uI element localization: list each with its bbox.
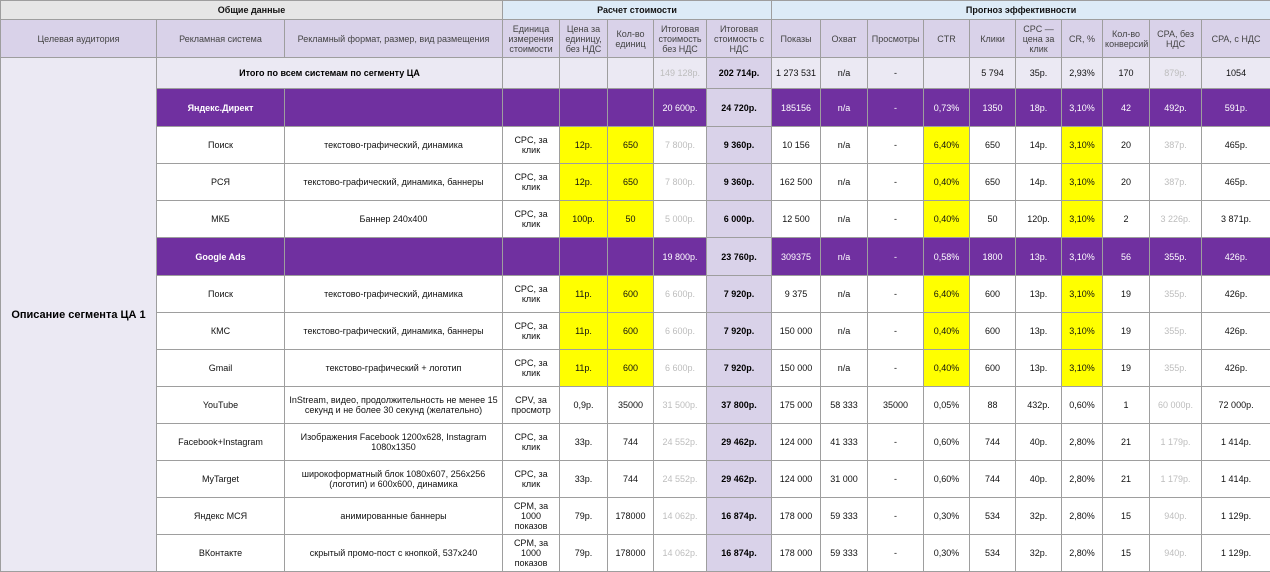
channel-unit[interactable]: CPC, за клик	[503, 350, 560, 387]
channel-cpc[interactable]: 32р.	[1016, 498, 1062, 535]
channel-cpa-vat[interactable]: 72 000р.	[1202, 387, 1270, 424]
system-cost-vat[interactable]: 24 720р.	[707, 89, 772, 127]
channel-clicks[interactable]: 650	[970, 164, 1016, 201]
channel-cost-no-vat[interactable]: 31 500р.	[654, 387, 707, 424]
channel-cpa-no-vat[interactable]: 355р.	[1150, 313, 1202, 350]
system-qty[interactable]	[608, 89, 654, 127]
channel-name[interactable]: YouTube	[157, 387, 285, 424]
channel-impressions[interactable]: 175 000	[772, 387, 821, 424]
channel-cr[interactable]: 0,60%	[1062, 387, 1103, 424]
channel-price[interactable]: 0,9р.	[560, 387, 608, 424]
channel-cpa-no-vat[interactable]: 940р.	[1150, 535, 1202, 572]
channel-conversions[interactable]: 20	[1103, 127, 1150, 164]
channel-cr[interactable]: 3,10%	[1062, 313, 1103, 350]
channel-cost-no-vat[interactable]: 6 600р.	[654, 313, 707, 350]
channel-format[interactable]: широкоформатный блок 1080х607, 256х256 (логотип) и 600х600, динамика	[285, 461, 503, 498]
channel-price[interactable]: 11р.	[560, 276, 608, 313]
channel-cpa-vat[interactable]: 1 129р.	[1202, 535, 1270, 572]
channel-cost-vat[interactable]: 29 462р.	[707, 424, 772, 461]
channel-qty[interactable]: 650	[608, 127, 654, 164]
channel-cpa-vat[interactable]: 426р.	[1202, 276, 1270, 313]
total-clicks[interactable]: 5 794	[970, 58, 1016, 89]
header-reach[interactable]: Охват	[821, 20, 868, 58]
channel-format[interactable]: скрытый промо-пост с кнопкой, 537x240	[285, 535, 503, 572]
total-ctr[interactable]	[924, 58, 970, 89]
channel-cpa-vat[interactable]: 426р.	[1202, 313, 1270, 350]
channel-price[interactable]: 100р.	[560, 201, 608, 238]
channel-ctr[interactable]: 6,40%	[924, 127, 970, 164]
channel-cost-vat[interactable]: 16 874р.	[707, 535, 772, 572]
table-body	[1, 1, 1270, 572]
channel-cost-vat[interactable]: 9 360р.	[707, 164, 772, 201]
channel-unit[interactable]: CPC, за клик	[503, 424, 560, 461]
channel-views[interactable]: -	[868, 461, 924, 498]
system-views[interactable]: -	[868, 238, 924, 276]
channel-cpa-vat[interactable]: 1 414р.	[1202, 424, 1270, 461]
column-header-row	[1, 20, 1270, 58]
system-unit[interactable]	[503, 238, 560, 276]
channel-qty[interactable]: 650	[608, 164, 654, 201]
segment-cell[interactable]: Описание сегмента ЦА 1	[1, 58, 157, 572]
channel-cost-no-vat[interactable]: 7 800р.	[654, 127, 707, 164]
system-ctr[interactable]: 0,58%	[924, 238, 970, 276]
channel-clicks[interactable]: 600	[970, 350, 1016, 387]
channel-views[interactable]: -	[868, 313, 924, 350]
channel-ctr[interactable]: 0,60%	[924, 424, 970, 461]
channel-row	[1, 201, 1270, 238]
channel-qty[interactable]: 50	[608, 201, 654, 238]
channel-name[interactable]: КМС	[157, 313, 285, 350]
header-cost-no-vat[interactable]: Итоговая стоимость без НДС	[654, 20, 707, 58]
system-name[interactable]: Яндекс.Директ	[157, 89, 285, 127]
channel-cost-vat[interactable]: 29 462р.	[707, 461, 772, 498]
channel-cpa-vat[interactable]: 426р.	[1202, 350, 1270, 387]
channel-ctr[interactable]: 6,40%	[924, 276, 970, 313]
channel-name[interactable]: Facebook+Instagram	[157, 424, 285, 461]
group-forecast[interactable]: Прогноз эффективности	[772, 1, 1270, 20]
channel-reach[interactable]: n/a	[821, 313, 868, 350]
channel-qty[interactable]: 178000	[608, 535, 654, 572]
total-cost-vat[interactable]: 202 714р.	[707, 58, 772, 89]
channel-clicks[interactable]: 534	[970, 498, 1016, 535]
channel-name[interactable]: РСЯ	[157, 164, 285, 201]
channel-row	[1, 276, 1270, 313]
channel-impressions[interactable]: 10 156	[772, 127, 821, 164]
total-price[interactable]	[560, 58, 608, 89]
header-impressions[interactable]: Показы	[772, 20, 821, 58]
channel-cost-no-vat[interactable]: 14 062р.	[654, 498, 707, 535]
channel-clicks[interactable]: 600	[970, 276, 1016, 313]
group-cost[interactable]: Расчет стоимости	[503, 1, 772, 20]
channel-conversions[interactable]: 2	[1103, 201, 1150, 238]
total-cpc[interactable]: 35р.	[1016, 58, 1062, 89]
total-cost-no-vat[interactable]: 149 128р.	[654, 58, 707, 89]
channel-reach[interactable]: 41 333	[821, 424, 868, 461]
channel-price[interactable]: 79р.	[560, 535, 608, 572]
system-cost-no-vat[interactable]: 20 600р.	[654, 89, 707, 127]
channel-views[interactable]: -	[868, 498, 924, 535]
channel-qty[interactable]: 600	[608, 350, 654, 387]
channel-format[interactable]: текстово-графический, динамика, баннеры	[285, 313, 503, 350]
system-cr[interactable]: 3,10%	[1062, 89, 1103, 127]
channel-reach[interactable]: n/a	[821, 201, 868, 238]
channel-cost-vat[interactable]: 9 360р.	[707, 127, 772, 164]
channel-unit[interactable]: CPC, за клик	[503, 127, 560, 164]
channel-impressions[interactable]: 150 000	[772, 350, 821, 387]
channel-name[interactable]: Gmail	[157, 350, 285, 387]
channel-format[interactable]: Изображения Facebook 1200x628, Instagram 1080x1350	[285, 424, 503, 461]
channel-views[interactable]: -	[868, 535, 924, 572]
system-clicks[interactable]: 1350	[970, 89, 1016, 127]
channel-views[interactable]: -	[868, 350, 924, 387]
channel-conversions[interactable]: 19	[1103, 313, 1150, 350]
channel-impressions[interactable]: 178 000	[772, 498, 821, 535]
channel-reach[interactable]: n/a	[821, 127, 868, 164]
total-qty[interactable]	[608, 58, 654, 89]
channel-cpa-vat[interactable]: 1 129р.	[1202, 498, 1270, 535]
system-conversions[interactable]: 56	[1103, 238, 1150, 276]
channel-price[interactable]: 11р.	[560, 350, 608, 387]
header-views[interactable]: Просмотры	[868, 20, 924, 58]
channel-ctr[interactable]: 0,05%	[924, 387, 970, 424]
system-cpa-vat[interactable]: 591р.	[1202, 89, 1270, 127]
channel-cpa-no-vat[interactable]: 1 179р.	[1150, 461, 1202, 498]
channel-clicks[interactable]: 744	[970, 424, 1016, 461]
channel-qty[interactable]: 600	[608, 276, 654, 313]
channel-name[interactable]: Поиск	[157, 276, 285, 313]
channel-cpa-no-vat[interactable]: 60 000р.	[1150, 387, 1202, 424]
channel-ctr[interactable]: 0,40%	[924, 201, 970, 238]
channel-cpa-vat[interactable]: 3 871р.	[1202, 201, 1270, 238]
channel-qty[interactable]: 744	[608, 424, 654, 461]
channel-cpc[interactable]: 14р.	[1016, 164, 1062, 201]
channel-row	[1, 424, 1270, 461]
channel-name[interactable]: МКБ	[157, 201, 285, 238]
channel-cpa-vat[interactable]: 465р.	[1202, 164, 1270, 201]
channel-cpc[interactable]: 14р.	[1016, 127, 1062, 164]
header-unit[interactable]: Единица измерения стоимости	[503, 20, 560, 58]
channel-price[interactable]: 12р.	[560, 127, 608, 164]
system-conversions[interactable]: 42	[1103, 89, 1150, 127]
channel-row	[1, 313, 1270, 350]
channel-impressions[interactable]: 12 500	[772, 201, 821, 238]
channel-clicks[interactable]: 534	[970, 535, 1016, 572]
system-cpc[interactable]: 13р.	[1016, 238, 1062, 276]
channel-ctr[interactable]: 0,40%	[924, 313, 970, 350]
channel-clicks[interactable]: 600	[970, 313, 1016, 350]
channel-cr[interactable]: 3,10%	[1062, 201, 1103, 238]
system-cpa-no-vat[interactable]: 492р.	[1150, 89, 1202, 127]
channel-unit[interactable]: CPC, за клик	[503, 313, 560, 350]
system-unit[interactable]	[503, 89, 560, 127]
channel-cr[interactable]: 2,80%	[1062, 498, 1103, 535]
header-clicks[interactable]: Клики	[970, 20, 1016, 58]
system-cr[interactable]: 3,10%	[1062, 238, 1103, 276]
channel-cpa-no-vat[interactable]: 387р.	[1150, 127, 1202, 164]
channel-cpa-no-vat[interactable]: 3 226р.	[1150, 201, 1202, 238]
channel-cr[interactable]: 3,10%	[1062, 164, 1103, 201]
system-qty[interactable]	[608, 238, 654, 276]
channel-name[interactable]: Яндекс МСЯ	[157, 498, 285, 535]
system-format[interactable]	[285, 89, 503, 127]
total-conversions[interactable]: 170	[1103, 58, 1150, 89]
channel-row	[1, 498, 1270, 535]
channel-cost-no-vat[interactable]: 14 062р.	[654, 535, 707, 572]
channel-impressions[interactable]: 178 000	[772, 535, 821, 572]
group-general[interactable]: Общие данные	[1, 1, 503, 20]
channel-cost-vat[interactable]: 6 000р.	[707, 201, 772, 238]
channel-qty[interactable]: 744	[608, 461, 654, 498]
channel-conversions[interactable]: 20	[1103, 164, 1150, 201]
channel-impressions[interactable]: 162 500	[772, 164, 821, 201]
channel-cost-no-vat[interactable]: 7 800р.	[654, 164, 707, 201]
channel-cpa-no-vat[interactable]: 940р.	[1150, 498, 1202, 535]
channel-cpc[interactable]: 40р.	[1016, 424, 1062, 461]
channel-conversions[interactable]: 21	[1103, 461, 1150, 498]
channel-price[interactable]: 11р.	[560, 313, 608, 350]
channel-format[interactable]: текстово-графический + логотип	[285, 350, 503, 387]
channel-cost-vat[interactable]: 7 920р.	[707, 313, 772, 350]
total-reach[interactable]: n/a	[821, 58, 868, 89]
channel-conversions[interactable]: 19	[1103, 276, 1150, 313]
total-impressions[interactable]: 1 273 531	[772, 58, 821, 89]
channel-ctr[interactable]: 0,30%	[924, 535, 970, 572]
channel-cpa-no-vat[interactable]: 1 179р.	[1150, 424, 1202, 461]
header-qty[interactable]: Кол-во единиц	[608, 20, 654, 58]
total-row	[1, 58, 1270, 89]
channel-conversions[interactable]: 1	[1103, 387, 1150, 424]
header-cpa-vat[interactable]: CPA, с НДС	[1202, 20, 1270, 58]
channel-price[interactable]: 33р.	[560, 424, 608, 461]
total-cpa-no-vat[interactable]: 879р.	[1150, 58, 1202, 89]
channel-views[interactable]: 35000	[868, 387, 924, 424]
channel-cost-no-vat[interactable]: 5 000р.	[654, 201, 707, 238]
channel-unit[interactable]: CPM, за 1000 показов	[503, 498, 560, 535]
channel-impressions[interactable]: 150 000	[772, 313, 821, 350]
header-conversions[interactable]: Кол-во конверсий	[1103, 20, 1150, 58]
system-impressions[interactable]: 185156	[772, 89, 821, 127]
channel-cpc[interactable]: 432р.	[1016, 387, 1062, 424]
channel-row	[1, 461, 1270, 498]
system-price[interactable]	[560, 89, 608, 127]
channel-reach[interactable]: 59 333	[821, 498, 868, 535]
channel-name[interactable]: Поиск	[157, 127, 285, 164]
system-clicks[interactable]: 1800	[970, 238, 1016, 276]
channel-cost-no-vat[interactable]: 6 600р.	[654, 350, 707, 387]
channel-cr[interactable]: 3,10%	[1062, 350, 1103, 387]
system-cpa-no-vat[interactable]: 355р.	[1150, 238, 1202, 276]
channel-cost-no-vat[interactable]: 24 552р.	[654, 461, 707, 498]
channel-conversions[interactable]: 19	[1103, 350, 1150, 387]
channel-cpc[interactable]: 120р.	[1016, 201, 1062, 238]
channel-row	[1, 127, 1270, 164]
channel-impressions[interactable]: 124 000	[772, 424, 821, 461]
channel-qty[interactable]: 35000	[608, 387, 654, 424]
channel-price[interactable]: 79р.	[560, 498, 608, 535]
channel-name[interactable]: MyTarget	[157, 461, 285, 498]
channel-cpa-no-vat[interactable]: 355р.	[1150, 276, 1202, 313]
channel-cpa-vat[interactable]: 1 414р.	[1202, 461, 1270, 498]
channel-views[interactable]: -	[868, 164, 924, 201]
header-system[interactable]: Рекламная система	[157, 20, 285, 58]
channel-reach[interactable]: 58 333	[821, 387, 868, 424]
channel-cr[interactable]: 3,10%	[1062, 127, 1103, 164]
channel-clicks[interactable]: 88	[970, 387, 1016, 424]
channel-format[interactable]: анимированные баннеры	[285, 498, 503, 535]
channel-cpc[interactable]: 13р.	[1016, 313, 1062, 350]
channel-cpa-no-vat[interactable]: 387р.	[1150, 164, 1202, 201]
header-cpc[interactable]: CPC — цена за клик	[1016, 20, 1062, 58]
system-views[interactable]: -	[868, 89, 924, 127]
channel-cost-no-vat[interactable]: 24 552р.	[654, 424, 707, 461]
channel-format[interactable]: текстово-графический, динамика	[285, 127, 503, 164]
system-row	[1, 89, 1270, 127]
system-row	[1, 238, 1270, 276]
channel-unit[interactable]: CPC, за клик	[503, 276, 560, 313]
channel-clicks[interactable]: 50	[970, 201, 1016, 238]
channel-cpc[interactable]: 13р.	[1016, 350, 1062, 387]
channel-format[interactable]: текстово-графический, динамика	[285, 276, 503, 313]
channel-clicks[interactable]: 650	[970, 127, 1016, 164]
channel-row	[1, 350, 1270, 387]
channel-name[interactable]: ВКонтакте	[157, 535, 285, 572]
channel-cpc[interactable]: 40р.	[1016, 461, 1062, 498]
system-cpc[interactable]: 18р.	[1016, 89, 1062, 127]
header-cpa-no-vat[interactable]: CPA, без НДС	[1150, 20, 1202, 58]
channel-clicks[interactable]: 744	[970, 461, 1016, 498]
channel-format[interactable]: текстово-графический, динамика, баннеры	[285, 164, 503, 201]
channel-conversions[interactable]: 15	[1103, 535, 1150, 572]
group-header-row	[1, 1, 1270, 20]
channel-ctr[interactable]: 0,60%	[924, 461, 970, 498]
total-label[interactable]: Итого по всем системам по сегменту ЦА	[157, 58, 503, 89]
channel-conversions[interactable]: 21	[1103, 424, 1150, 461]
total-views[interactable]: -	[868, 58, 924, 89]
system-reach[interactable]: n/a	[821, 238, 868, 276]
channel-cr[interactable]: 2,80%	[1062, 461, 1103, 498]
header-price[interactable]: Цена за единицу, без НДС	[560, 20, 608, 58]
channel-unit[interactable]: CPV, за просмотр	[503, 387, 560, 424]
total-cr[interactable]: 2,93%	[1062, 58, 1103, 89]
system-cost-vat[interactable]: 23 760р.	[707, 238, 772, 276]
total-unit[interactable]	[503, 58, 560, 89]
channel-reach[interactable]: 59 333	[821, 535, 868, 572]
channel-unit[interactable]: CPC, за клик	[503, 461, 560, 498]
channel-cost-vat[interactable]: 7 920р.	[707, 276, 772, 313]
channel-reach[interactable]: 31 000	[821, 461, 868, 498]
system-ctr[interactable]: 0,73%	[924, 89, 970, 127]
channel-cost-no-vat[interactable]: 6 600р.	[654, 276, 707, 313]
channel-cpa-vat[interactable]: 465р.	[1202, 127, 1270, 164]
channel-price[interactable]: 12р.	[560, 164, 608, 201]
header-ctr[interactable]: CTR	[924, 20, 970, 58]
channel-impressions[interactable]: 124 000	[772, 461, 821, 498]
channel-price[interactable]: 33р.	[560, 461, 608, 498]
system-impressions[interactable]: 309375	[772, 238, 821, 276]
system-name[interactable]: Google Ads	[157, 238, 285, 276]
system-format[interactable]	[285, 238, 503, 276]
channel-cost-vat[interactable]: 37 800р.	[707, 387, 772, 424]
channel-cpc[interactable]: 13р.	[1016, 276, 1062, 313]
channel-row	[1, 164, 1270, 201]
system-price[interactable]	[560, 238, 608, 276]
channel-cr[interactable]: 3,10%	[1062, 276, 1103, 313]
channel-cost-vat[interactable]: 16 874р.	[707, 498, 772, 535]
channel-ctr[interactable]: 0,40%	[924, 164, 970, 201]
channel-impressions[interactable]: 9 375	[772, 276, 821, 313]
channel-conversions[interactable]: 15	[1103, 498, 1150, 535]
channel-ctr[interactable]: 0,30%	[924, 498, 970, 535]
channel-reach[interactable]: n/a	[821, 164, 868, 201]
channel-cr[interactable]: 2,80%	[1062, 424, 1103, 461]
channel-format[interactable]: Баннер 240х400	[285, 201, 503, 238]
channel-views[interactable]: -	[868, 276, 924, 313]
channel-format[interactable]: InStream, видео, продолжительность не менее 15 секунд и не более 30 секунд (желательно)	[285, 387, 503, 424]
header-audience[interactable]: Целевая аудитория	[1, 20, 157, 58]
header-format[interactable]: Рекламный формат, размер, вид размещения	[285, 20, 503, 58]
channel-cr[interactable]: 2,80%	[1062, 535, 1103, 572]
channel-unit[interactable]: CPC, за клик	[503, 164, 560, 201]
channel-ctr[interactable]: 0,40%	[924, 350, 970, 387]
channel-cpc[interactable]: 32р.	[1016, 535, 1062, 572]
channel-cost-vat[interactable]: 7 920р.	[707, 350, 772, 387]
system-cost-no-vat[interactable]: 19 800р.	[654, 238, 707, 276]
header-cost-vat[interactable]: Итоговая стоимость с НДС	[707, 20, 772, 58]
channel-views[interactable]: -	[868, 127, 924, 164]
channel-cpa-no-vat[interactable]: 355р.	[1150, 350, 1202, 387]
header-cr[interactable]: CR, %	[1062, 20, 1103, 58]
channel-row	[1, 535, 1270, 572]
total-cpa-vat[interactable]: 1054	[1202, 58, 1270, 89]
channel-unit[interactable]: CPC, за клик	[503, 201, 560, 238]
channel-views[interactable]: -	[868, 424, 924, 461]
channel-qty[interactable]: 600	[608, 313, 654, 350]
system-cpa-vat[interactable]: 426р.	[1202, 238, 1270, 276]
channel-row	[1, 387, 1270, 424]
channel-unit[interactable]: CPM, за 1000 показов	[503, 535, 560, 572]
channel-reach[interactable]: n/a	[821, 350, 868, 387]
channel-views[interactable]: -	[868, 201, 924, 238]
channel-reach[interactable]: n/a	[821, 276, 868, 313]
system-reach[interactable]: n/a	[821, 89, 868, 127]
channel-qty[interactable]: 178000	[608, 498, 654, 535]
